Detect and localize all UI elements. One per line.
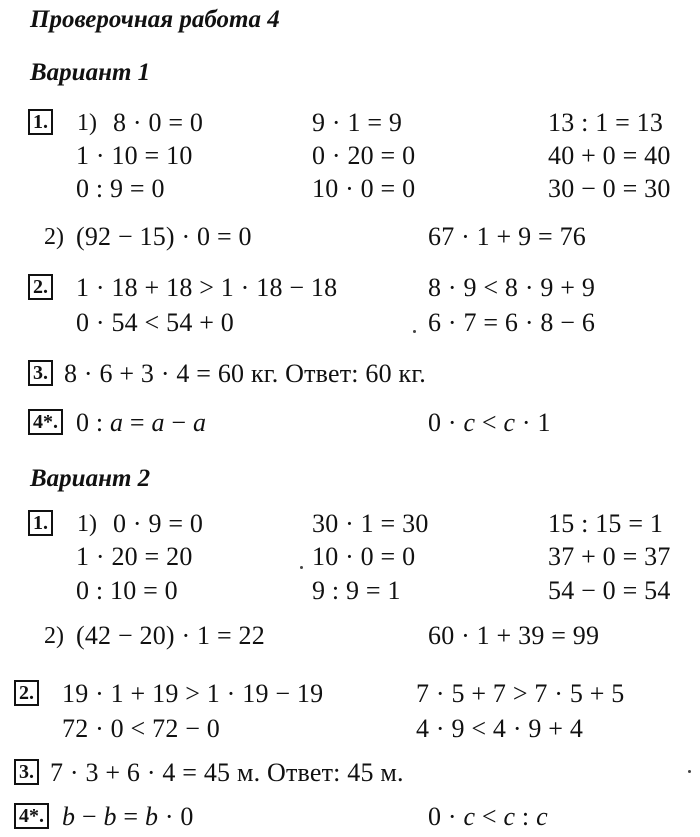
v2-task4-right: 0 · c < c : c xyxy=(428,802,548,831)
v1-task1-row-1 xyxy=(0,108,700,142)
v1-task1-row-2 xyxy=(0,141,700,175)
v2-task2-row-1 xyxy=(0,679,700,713)
v2-task4 xyxy=(0,802,700,836)
v1-task3-label: 3. xyxy=(28,360,53,386)
v2-task2-expr: 19 · 1 + 19 > 1 · 19 − 19 xyxy=(62,679,324,708)
v1-task1-expr: 0 : 9 = 0 xyxy=(76,174,165,203)
v1-task2-label: 2. xyxy=(28,274,53,300)
v1-task2-row-2 xyxy=(0,308,700,342)
v1-task3-text: 8 · 6 + 3 · 4 = 60 кг. Ответ: 60 кг. xyxy=(64,359,426,388)
v2-task1-expr: 30 · 1 = 30 xyxy=(312,509,429,538)
v1-task4-left: 0 : a = a − a xyxy=(76,408,207,437)
v1-task1-expr: (92 − 15) · 0 = 0 xyxy=(76,222,252,251)
v2-task4-label: 4*. xyxy=(14,803,49,829)
v1-task2-expr: 1 · 18 + 18 > 1 · 18 − 18 xyxy=(76,273,338,302)
v2-task1-expr: 10 · 0 = 0 xyxy=(312,542,416,571)
v2-task1-row-2 xyxy=(0,542,700,576)
variant-2-title: Вариант 2 xyxy=(30,465,151,492)
v2-task3-text: 7 · 3 + 6 · 4 = 45 м. Ответ: 45 м. xyxy=(50,758,404,787)
v2-task2-label: 2. xyxy=(14,680,39,706)
v2-task1-part2 xyxy=(0,621,700,655)
v1-task4 xyxy=(0,408,700,442)
v2-task1-expr: 0 · 9 = 0 xyxy=(113,509,204,538)
v1-task1-row-3 xyxy=(0,174,700,208)
v1-task1-part2-marker: 2) xyxy=(44,224,64,250)
v1-task1-part2 xyxy=(0,222,700,256)
v1-task1-expr: 8 · 0 = 0 xyxy=(113,108,204,137)
v1-task1-expr: 67 · 1 + 9 = 76 xyxy=(428,222,586,251)
v2-task2-expr: 4 · 9 < 4 · 9 + 4 xyxy=(416,714,584,743)
v2-task1-part1-marker: 1) xyxy=(77,511,97,537)
v1-task1-label: 1. xyxy=(28,109,53,135)
page-title: Проверочная работа 4 xyxy=(30,6,280,33)
v1-task2-row-1 xyxy=(0,273,700,307)
v2-task1-expr: 9 : 9 = 1 xyxy=(312,576,401,605)
v1-task1-expr: 13 : 1 = 13 xyxy=(548,108,664,137)
v2-task4-left: b − b = b · 0 xyxy=(62,802,194,831)
v2-task2-row-2 xyxy=(0,714,700,748)
v1-task1-expr: 0 · 20 = 0 xyxy=(312,141,416,170)
v1-task1-part1-marker: 1) xyxy=(77,110,97,136)
v2-task1-row-1 xyxy=(0,509,700,543)
v2-task3-label: 3. xyxy=(14,759,39,785)
v1-task1-expr: 40 + 0 = 40 xyxy=(548,141,671,170)
v2-task2-expr: 7 · 5 + 7 > 7 · 5 + 5 xyxy=(416,679,625,708)
v1-task4-right: 0 · c < c · 1 xyxy=(428,408,551,437)
v2-task1-expr: 15 : 15 = 1 xyxy=(548,509,664,538)
v2-task1-expr: 1 · 20 = 20 xyxy=(76,542,193,571)
v2-task1-expr: 60 · 1 + 39 = 99 xyxy=(428,621,600,650)
v1-task2-expr: 0 · 54 < 54 + 0 xyxy=(76,308,234,337)
v1-task1-expr: 1 · 10 = 10 xyxy=(76,141,193,170)
v2-task1-row-3 xyxy=(0,576,700,610)
v1-task2-expr: 6 · 7 = 6 · 8 − 6 xyxy=(428,308,596,337)
v2-task2-expr: 72 · 0 < 72 − 0 xyxy=(62,714,220,743)
v1-task3 xyxy=(0,359,700,393)
v1-task1-expr: 30 − 0 = 30 xyxy=(548,174,671,203)
v2-task1-expr: 37 + 0 = 37 xyxy=(548,542,671,571)
speck xyxy=(413,330,416,333)
v2-task1-expr: 0 : 10 = 0 xyxy=(76,576,178,605)
v1-task1-expr: 9 · 1 = 9 xyxy=(312,108,403,137)
v2-task1-part2-marker: 2) xyxy=(44,623,64,649)
v1-task4-label: 4*. xyxy=(28,409,63,435)
variant-1-title: Вариант 1 xyxy=(30,59,151,86)
speck xyxy=(300,566,303,569)
v1-task2-expr: 8 · 9 < 8 · 9 + 9 xyxy=(428,273,596,302)
v2-task1-label: 1. xyxy=(28,510,53,536)
v1-task1-expr: 10 · 0 = 0 xyxy=(312,174,416,203)
v2-task3 xyxy=(0,758,700,792)
v2-task1-expr: 54 − 0 = 54 xyxy=(548,576,671,605)
v2-task1-expr: (42 − 20) · 1 = 22 xyxy=(76,621,265,650)
